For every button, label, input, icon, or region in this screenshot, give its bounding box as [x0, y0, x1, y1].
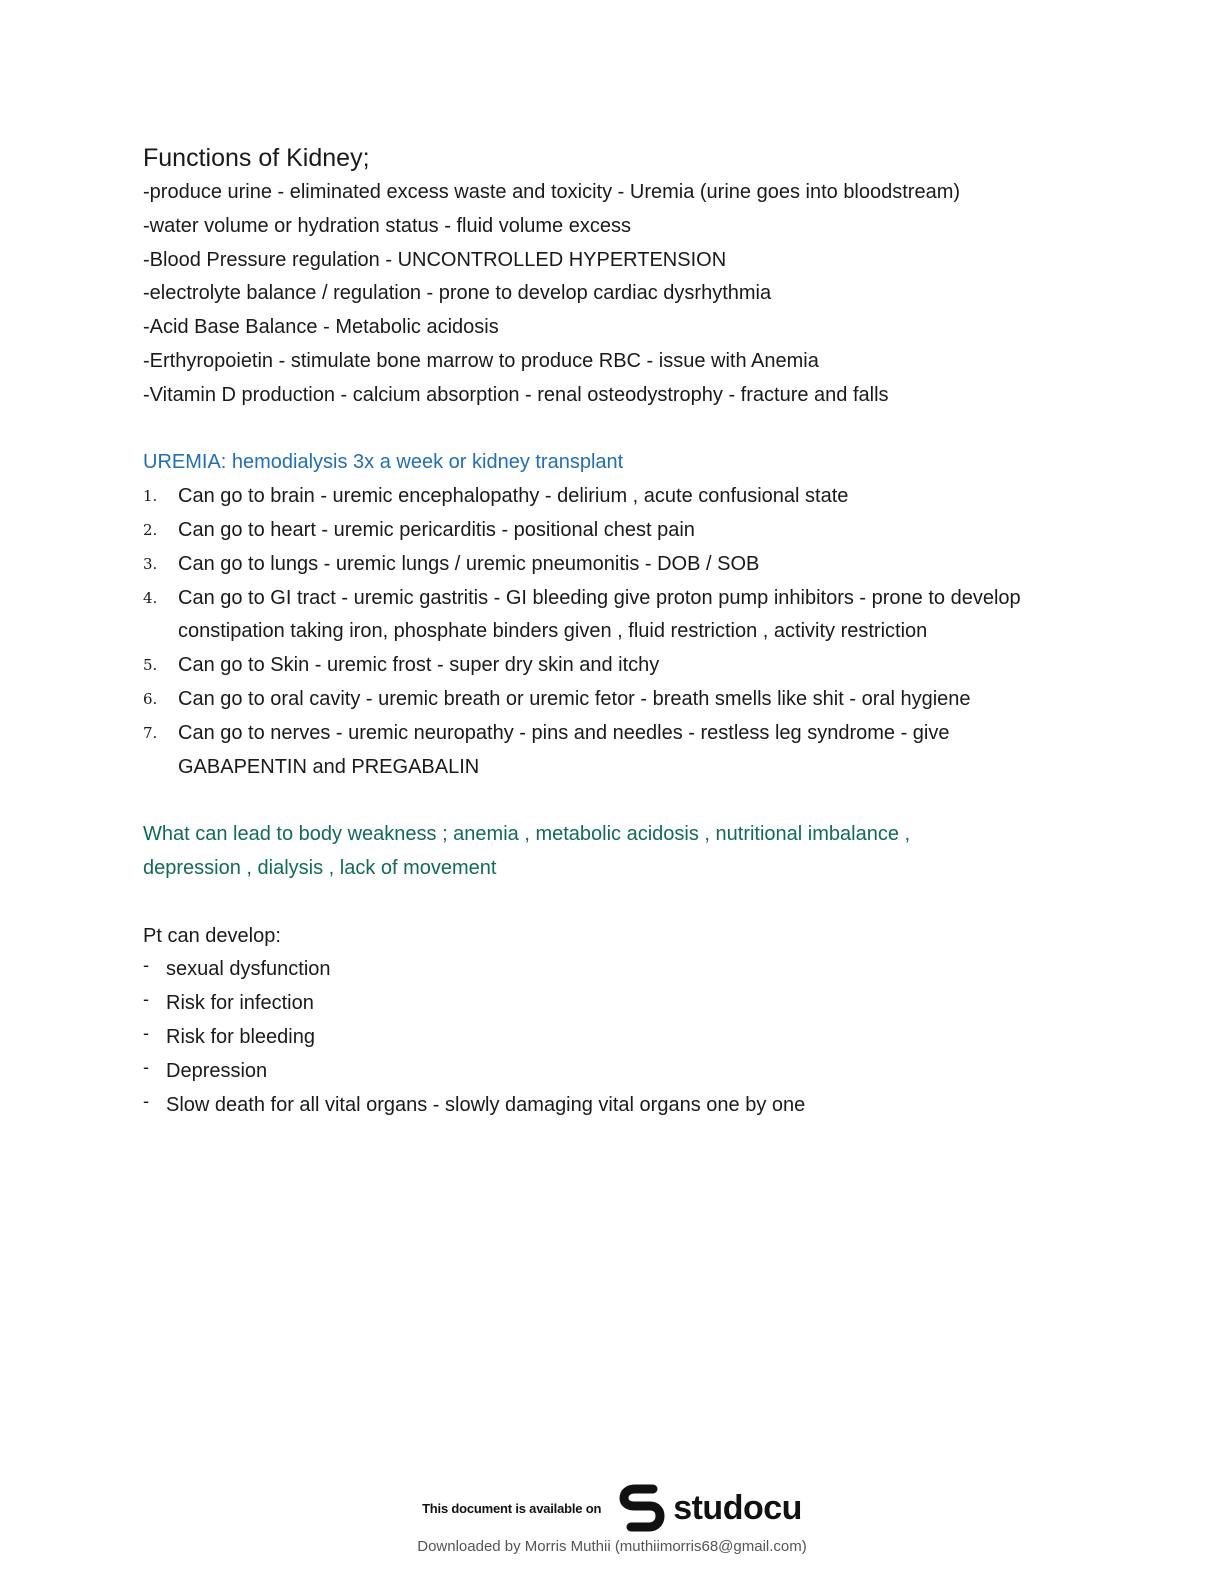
spacer: [143, 413, 1043, 447]
develop-heading: Pt can develop:: [143, 924, 281, 947]
dash-bullet: -: [143, 1056, 149, 1077]
list-number: 5.: [143, 656, 158, 675]
document-page: [143, 140, 1043, 1122]
list-number: 1.: [143, 487, 158, 506]
function-item: -Acid Base Balance - Metabolic acidosis: [143, 316, 499, 339]
list-item: [143, 987, 1043, 1021]
list-item: [143, 953, 1043, 987]
list-number: 3.: [143, 554, 158, 573]
function-item: -produce urine - eliminated excess waste and toxicity - Uremia (urine goes into bloodstream): [143, 181, 961, 203]
list-item: [143, 1055, 1043, 1089]
dash-bullet: -: [143, 1022, 149, 1043]
list-number: 6.: [143, 689, 158, 708]
list-number: 4.: [143, 588, 158, 607]
function-item: -water volume or hydration status - fluid volume excess: [143, 214, 631, 237]
list-item-text: Depression: [166, 1059, 268, 1082]
dash-bullet: -: [143, 1090, 149, 1111]
list-item-text: Can go to heart - uremic pericarditis - positional chest pain: [178, 518, 695, 541]
list-item: [143, 1089, 1043, 1123]
list-item-text: Risk for bleeding: [166, 1025, 315, 1048]
list-item: [143, 548, 1043, 582]
list-item: [143, 480, 1043, 514]
dash-bullet: -: [143, 989, 149, 1010]
page-title: Functions of Kidney;: [143, 144, 370, 172]
spacer: [143, 886, 1043, 920]
list-item: [143, 649, 1043, 683]
list-item-text: Can go to brain - uremic encephalopathy - delirium , acute confusional state: [178, 485, 849, 508]
list-item: [143, 717, 1043, 785]
spacer: [143, 784, 1043, 818]
function-item: -Vitamin D production - calcium absorption - renal osteodystrophy - fracture and falls: [143, 383, 889, 406]
list-item: [143, 683, 1043, 717]
studocu-logo-icon: [619, 1483, 665, 1533]
list-item-text: Risk for infection: [166, 992, 314, 1015]
downloaded-by: Downloaded by Morris Muthii (muthiimorris68@gmail.com): [417, 1538, 807, 1555]
uremia-heading: UREMIA: hemodialysis 3x a week or kidney transplant: [143, 451, 624, 474]
list-item-text: Can go to GI tract - uremic gastritis - GI bleeding give proton pump inhibitors - prone to develop constipation taking iron, phosphate binders given , fluid restriction , activity restriction: [178, 586, 1021, 643]
list-item: [143, 1021, 1043, 1055]
functions-list: [143, 176, 1043, 413]
list-number: 7.: [143, 723, 158, 742]
develop-list: [143, 953, 1043, 1122]
list-item-text: Can go to lungs - uremic lungs / uremic pneumonitis - DOB / SOB: [178, 552, 760, 575]
list-item-text: sexual dysfunction: [166, 958, 331, 981]
list-item: [143, 514, 1043, 548]
list-item-text: Slow death for all vital organs - slowly damaging vital organs one by one: [166, 1093, 806, 1116]
list-number: 2.: [143, 520, 158, 539]
weakness-paragraph: What can lead to body weakness ; anemia , metabolic acidosis , nutritional imbalance , depression , dialysis , lack of movement: [143, 823, 911, 879]
uremia-list: [143, 480, 1043, 784]
list-item-text: Can go to Skin - uremic frost - super dry skin and itchy: [178, 654, 660, 677]
studocu-wordmark: studocu: [673, 1488, 802, 1527]
function-item: -Erthyropoietin - stimulate bone marrow to produce RBC - issue with Anemia: [143, 349, 819, 372]
function-item: -electrolyte balance / regulation - prone to develop cardiac dysrhythmia: [143, 282, 772, 305]
function-item: -Blood Pressure regulation - UNCONTROLLED HYPERTENSION: [143, 248, 727, 271]
list-item: [143, 582, 1043, 650]
studocu-banner[interactable]: [0, 1478, 1224, 1538]
studocu-logo[interactable]: [619, 1483, 802, 1533]
available-text: This document is available on: [422, 1500, 602, 1516]
list-item-text: Can go to nerves - uremic neuropathy - pins and needles - restless leg syndrome - give GABAPENTIN and PREGABALIN: [178, 721, 950, 778]
dash-bullet: -: [143, 955, 149, 976]
list-item-text: Can go to oral cavity - uremic breath or uremic fetor - breath smells like shit - oral hygiene: [178, 687, 971, 710]
page-footer: [0, 1478, 1224, 1555]
